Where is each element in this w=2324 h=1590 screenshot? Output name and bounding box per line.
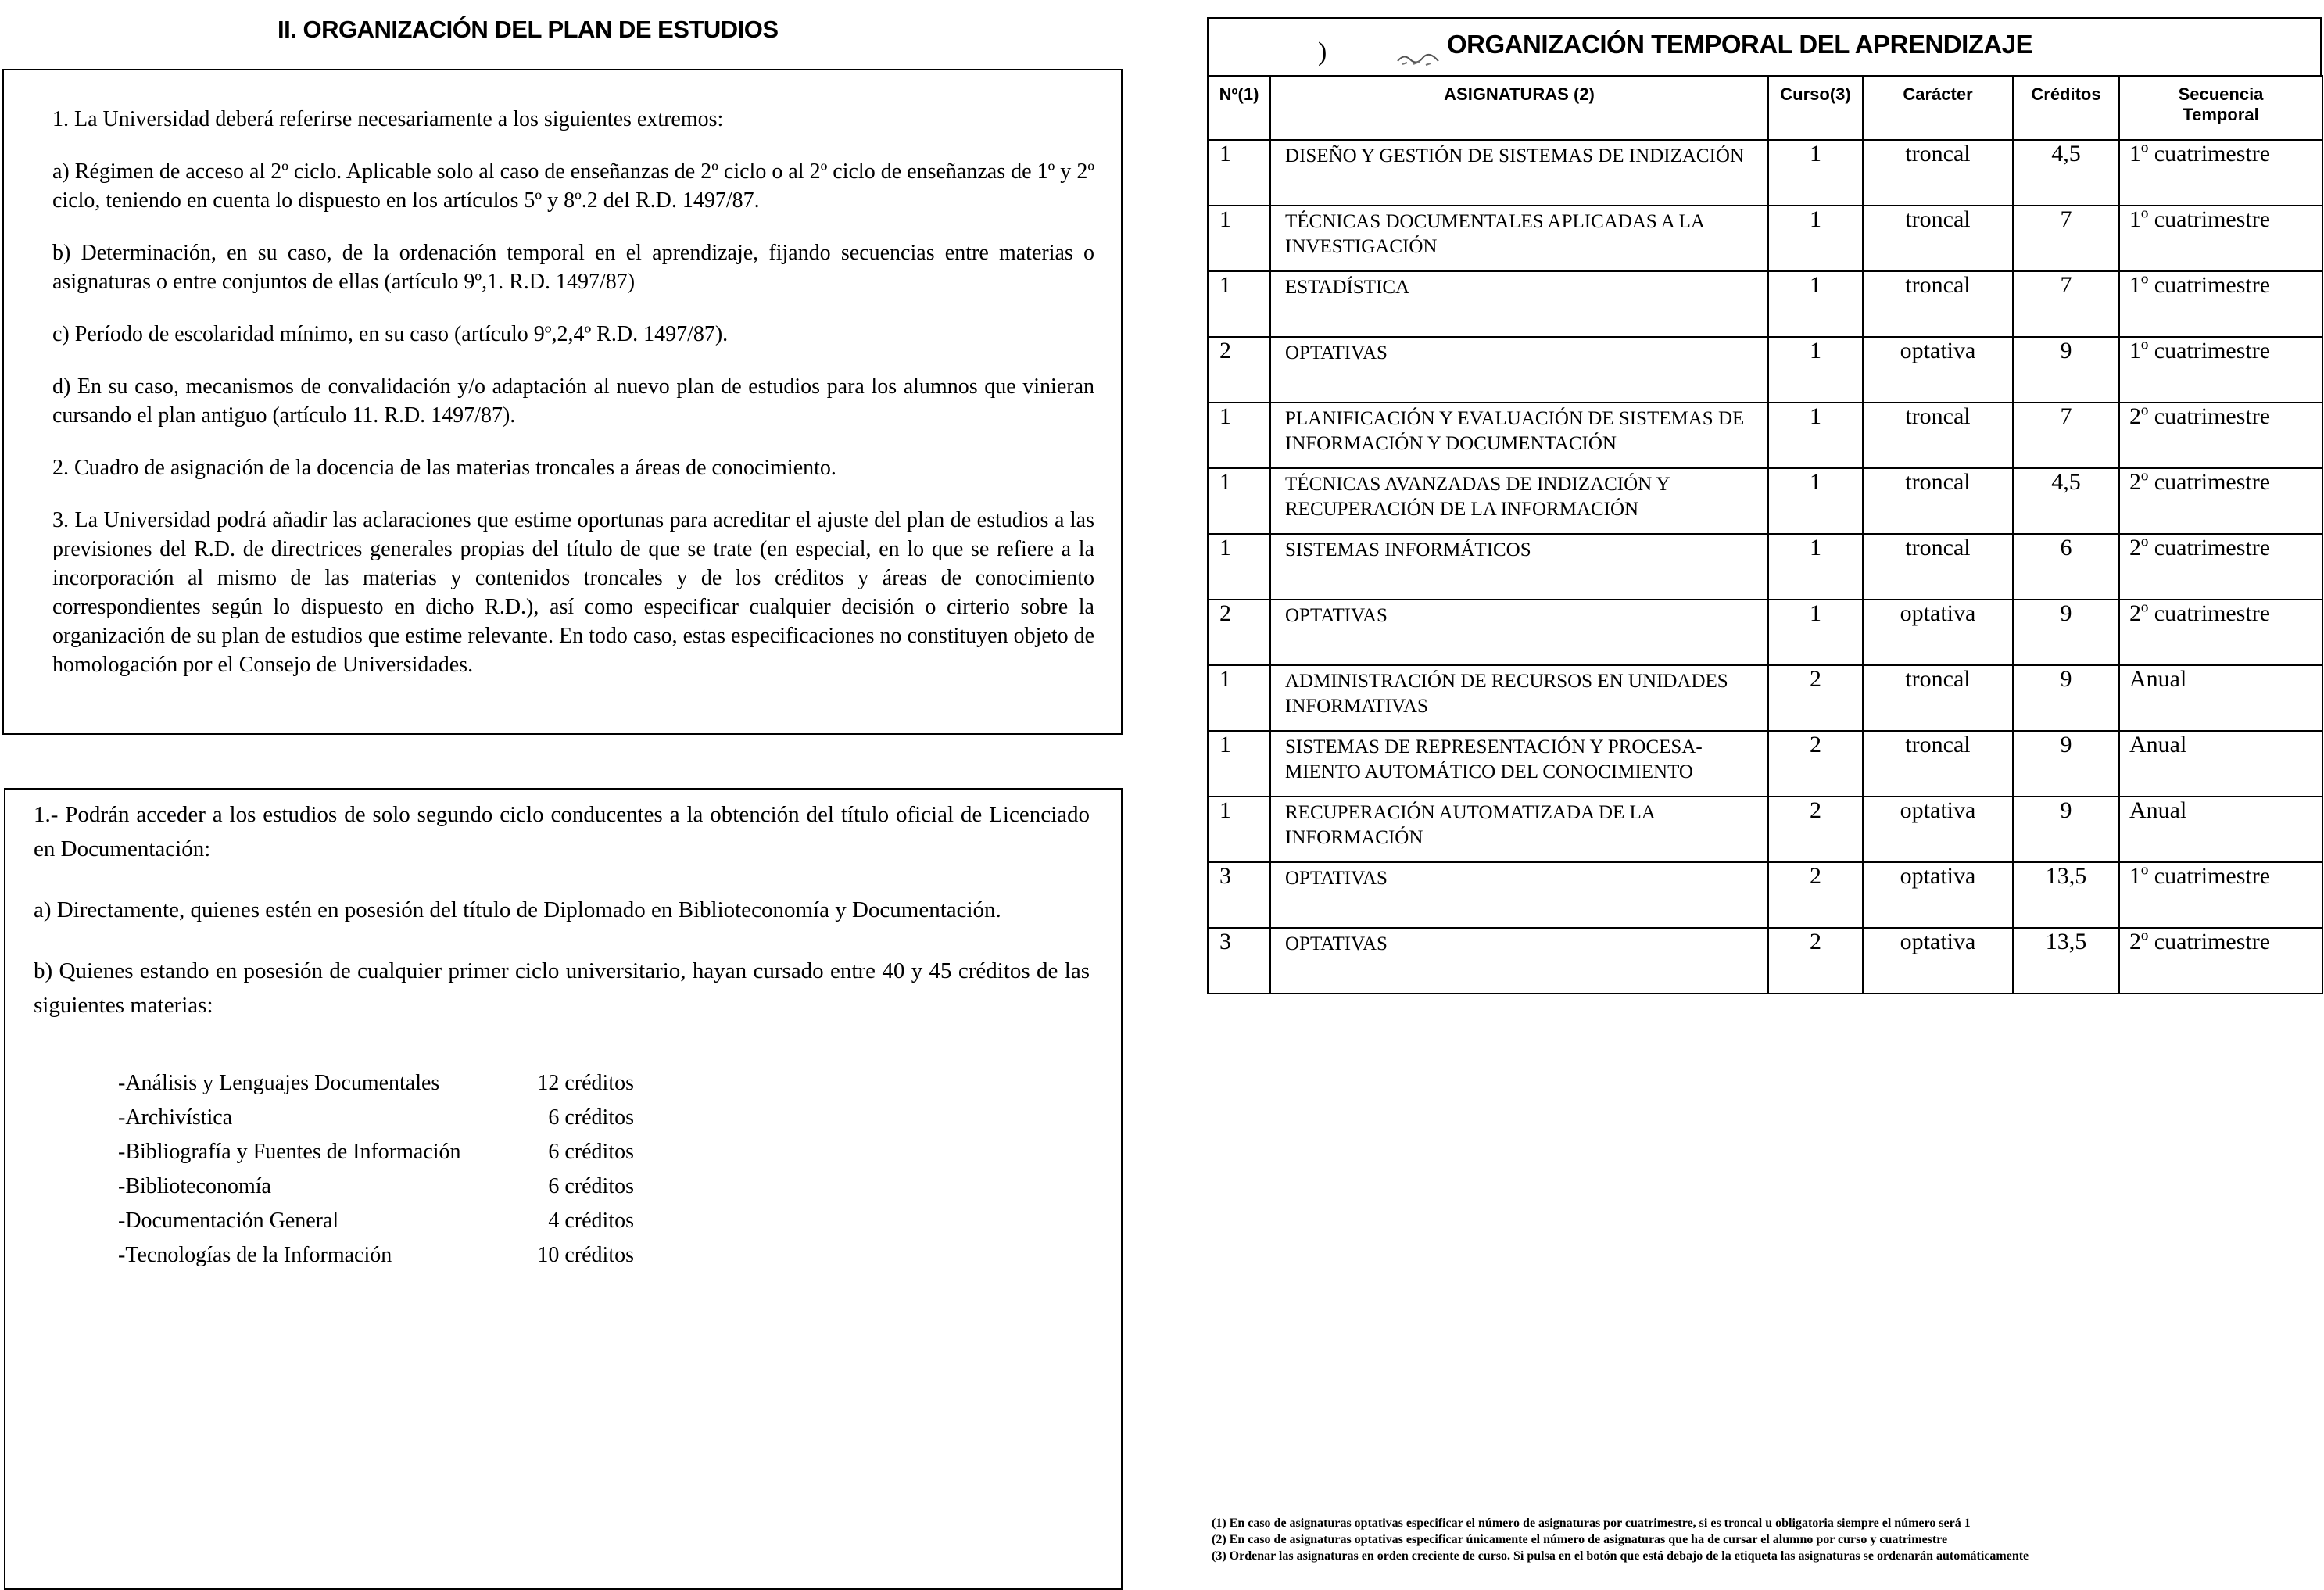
subject-credits: 4 créditos (548, 1209, 634, 1233)
column-header-type: Carácter (1863, 76, 2013, 140)
cell-course: 2 (1768, 797, 1863, 862)
cell-credits: 9 (2013, 337, 2119, 403)
cell-number: 3 (1208, 862, 1270, 928)
list-item (118, 1238, 1090, 1273)
cell-subject: OPTATIVAS (1270, 600, 1768, 665)
requirement-minimum-period: c) Período de escolaridad mínimo, en su caso (artículo 9º,2,4º R.D. 1497/87). (52, 322, 729, 346)
subject-name: -Archivística (118, 1105, 233, 1130)
requirements-intro: 1. La Universidad deberá referirse necesariamente a los siguientes extremos: (52, 107, 724, 131)
requirement-access-regime: a) Régimen de acceso al 2º ciclo. Aplicable solo al caso de enseñanzas de 2º ciclo o al 2º ciclo de enseñanzas de 1º y 2º ciclo, teniendo en cuenta lo dispuesto en los artículos 5º y 8º.2 del R.D. 1497/87. (52, 159, 1094, 213)
subject-credits: 12 créditos (537, 1071, 634, 1095)
footnote-2: (2) En caso de asignaturas optativas especificar únicamente el número de asignaturas que ha de cursar el alumno por curso y cuatrimestre (1212, 1533, 1948, 1546)
required-subjects-list (118, 1066, 1090, 1273)
cell-sequence: Anual (2119, 665, 2322, 731)
cell-subject: OPTATIVAS (1270, 928, 1768, 994)
access-direct: a) Directamente, quienes estén en posesión del título de Diplomado en Biblioteconomía y Documentación. (34, 897, 1001, 922)
subject-credits: 6 créditos (548, 1105, 634, 1130)
cell-sequence: 1º cuatrimestre (2119, 337, 2322, 403)
cell-number: 2 (1208, 600, 1270, 665)
list-item (118, 1204, 1090, 1238)
table-title-bar (1207, 17, 2322, 75)
access-intro: 1.- Podrán acceder a los estudios de solo segundo ciclo conducentes a la obtención del título oficial de Licenciado en Documentación: (34, 802, 1090, 861)
title-mark: ) (1318, 38, 1327, 66)
cell-course: 1 (1768, 600, 1863, 665)
subject-credits: 6 créditos (548, 1174, 634, 1198)
list-item (118, 1066, 1090, 1101)
cell-type: troncal (1863, 140, 2013, 206)
table-title: ORGANIZACIÓN TEMPORAL DEL APRENDIZAJE (1447, 30, 2033, 59)
cell-type: troncal (1863, 271, 2013, 337)
column-header-subjects: ASIGNATURAS (2) (1270, 76, 1768, 140)
cell-number: 1 (1208, 534, 1270, 600)
cell-subject: ESTADÍSTICA (1270, 271, 1768, 337)
cell-course: 1 (1768, 534, 1863, 600)
cell-sequence: 2º cuatrimestre (2119, 403, 2322, 468)
cell-course: 1 (1768, 468, 1863, 534)
cell-sequence: 1º cuatrimestre (2119, 140, 2322, 206)
table-row (1208, 140, 2322, 206)
cell-subject: SISTEMAS INFORMÁTICOS (1270, 534, 1768, 600)
cell-type: troncal (1863, 403, 2013, 468)
cell-number: 1 (1208, 140, 1270, 206)
cell-type: optativa (1863, 337, 2013, 403)
cell-type: troncal (1863, 206, 2013, 271)
column-header-sequence (2119, 76, 2322, 140)
list-item (118, 1101, 1090, 1135)
cell-credits: 7 (2013, 271, 2119, 337)
cell-type: troncal (1863, 534, 2013, 600)
sequence-header-line-2: Temporal (2183, 105, 2259, 124)
footnotes (1212, 1515, 2029, 1564)
cell-course: 2 (1768, 862, 1863, 928)
cell-course: 1 (1768, 403, 1863, 468)
cell-credits: 13,5 (2013, 928, 2119, 994)
cell-number: 2 (1208, 337, 1270, 403)
list-item (118, 1135, 1090, 1169)
cell-credits: 7 (2013, 206, 2119, 271)
cell-subject: RECUPERACIÓN AUTOMATIZADA DE LA INFORMACIÓN (1270, 797, 1768, 862)
requirement-clarifications: 3. La Universidad podrá añadir las aclaraciones que estime oportunas para acreditar el ajuste del plan de estudios a las previsiones del R.D. de directrices generales propias del título de que se trate (en especial, en lo que se refiere a la incorporación al mismo de las materias y contenidos troncales y de los créditos y áreas de conocimiento correspondientes según lo dispuesto en dicho R.D.), así como especificar cualquier decisión o cirterio sobre la organización de su plan de estudios que estime relevante. En todo caso, estas especificaciones no constituyen objeto de homologación por el Consejo de Universidades. (52, 508, 1094, 677)
cell-course: 2 (1768, 665, 1863, 731)
cell-number: 1 (1208, 797, 1270, 862)
cell-type: troncal (1863, 665, 2013, 731)
cell-subject: OPTATIVAS (1270, 862, 1768, 928)
cell-number: 1 (1208, 206, 1270, 271)
cell-course: 1 (1768, 206, 1863, 271)
cell-type: optativa (1863, 862, 2013, 928)
cell-sequence: Anual (2119, 731, 2322, 797)
subject-name: -Análisis y Lenguajes Documentales (118, 1071, 440, 1095)
subject-name: -Documentación General (118, 1209, 339, 1233)
table-row (1208, 206, 2322, 271)
footnote-3: (3) Ordenar las asignaturas en orden creciente de curso. Si pulsa en el botón que está debajo de la etiqueta las asignaturas se ordenarán automáticamente (1212, 1549, 2029, 1563)
table-row (1208, 928, 2322, 994)
temporal-organization-panel (1207, 17, 2322, 1002)
table-row (1208, 665, 2322, 731)
table-body (1208, 140, 2322, 994)
table-row (1208, 534, 2322, 600)
cell-sequence: 2º cuatrimestre (2119, 928, 2322, 994)
cell-subject: OPTATIVAS (1270, 337, 1768, 403)
cell-sequence: 1º cuatrimestre (2119, 862, 2322, 928)
table-row (1208, 271, 2322, 337)
cell-credits: 4,5 (2013, 468, 2119, 534)
requirement-validation: d) En su caso, mecanismos de convalidación y/o adaptación al nuevo plan de estudios para los alumnos que vinieran cursando el plan antiguo (artículo 11. R.D. 1497/87). (52, 374, 1094, 428)
cell-subject: DISEÑO Y GESTIÓN DE SISTEMAS DE INDIZACIÓN (1270, 140, 1768, 206)
cell-sequence: 2º cuatrimestre (2119, 468, 2322, 534)
cell-credits: 9 (2013, 797, 2119, 862)
list-item (118, 1169, 1090, 1204)
table-row (1208, 337, 2322, 403)
cell-course: 1 (1768, 140, 1863, 206)
scan-smudge-icon (1396, 50, 1441, 67)
table-row (1208, 797, 2322, 862)
cell-credits: 9 (2013, 665, 2119, 731)
cell-course: 2 (1768, 928, 1863, 994)
cell-course: 1 (1768, 337, 1863, 403)
requirements-box (2, 69, 1123, 735)
cell-sequence: Anual (2119, 797, 2322, 862)
cell-type: optativa (1863, 797, 2013, 862)
page-title: II. ORGANIZACIÓN DEL PLAN DE ESTUDIOS (278, 16, 779, 43)
cell-credits: 13,5 (2013, 862, 2119, 928)
table-header-row (1208, 76, 2322, 140)
cell-number: 1 (1208, 665, 1270, 731)
cell-subject: TÉCNICAS DOCUMENTALES APLICADAS A LA INVESTIGACIÓN (1270, 206, 1768, 271)
cell-number: 3 (1208, 928, 1270, 994)
cell-number: 1 (1208, 271, 1270, 337)
cell-subject: PLANIFICACIÓN Y EVALUACIÓN DE SISTEMAS DE INFORMACIÓN Y DOCUMENTACIÓN (1270, 403, 1768, 468)
cell-credits: 9 (2013, 600, 2119, 665)
cell-sequence: 2º cuatrimestre (2119, 600, 2322, 665)
cell-type: troncal (1863, 468, 2013, 534)
cell-course: 2 (1768, 731, 1863, 797)
cell-credits: 7 (2013, 403, 2119, 468)
subject-name: -Bibliografía y Fuentes de Información (118, 1140, 461, 1164)
cell-sequence: 1º cuatrimestre (2119, 206, 2322, 271)
cell-credits: 4,5 (2013, 140, 2119, 206)
cell-subject: TÉCNICAS AVANZADAS DE INDIZACIÓN Y RECUPERACIÓN DE LA INFORMACIÓN (1270, 468, 1768, 534)
table-row (1208, 403, 2322, 468)
requirement-teaching-assignment: 2. Cuadro de asignación de la docencia de las materias troncales a áreas de conocimiento. (52, 456, 836, 480)
subjects-table (1207, 75, 2323, 994)
column-header-number: Nº(1) (1208, 76, 1270, 140)
cell-subject: ADMINISTRACIÓN DE RECURSOS EN UNIDADES INFORMATIVAS (1270, 665, 1768, 731)
cell-course: 1 (1768, 271, 1863, 337)
access-conditions-box (4, 788, 1123, 1590)
cell-sequence: 2º cuatrimestre (2119, 534, 2322, 600)
cell-type: troncal (1863, 731, 2013, 797)
requirement-temporal-order: b) Determinación, en su caso, de la ordenación temporal en el aprendizaje, fijando secuencias entre materias o asignaturas o entre conjuntos de ellas (artículo 9º,1. R.D. 1497/87) (52, 241, 1094, 294)
cell-subject: SISTEMAS DE REPRESENTACIÓN Y PROCESA-MIENTO AUTOMÁTICO DEL CONOCIMIENTO (1270, 731, 1768, 797)
table-row (1208, 468, 2322, 534)
cell-number: 1 (1208, 731, 1270, 797)
cell-number: 1 (1208, 468, 1270, 534)
cell-credits: 9 (2013, 731, 2119, 797)
column-header-credits: Créditos (2013, 76, 2119, 140)
subject-credits: 10 créditos (537, 1243, 634, 1267)
cell-type: optativa (1863, 928, 2013, 994)
table-row (1208, 862, 2322, 928)
subject-credits: 6 créditos (548, 1140, 634, 1164)
table-row (1208, 600, 2322, 665)
subject-name: -Tecnologías de la Información (118, 1243, 392, 1267)
access-first-cycle: b) Quienes estando en posesión de cualquier primer ciclo universitario, hayan cursado entre 40 y 45 créditos de las siguientes materias: (34, 958, 1090, 1018)
column-header-course: Curso(3) (1768, 76, 1863, 140)
subject-name: -Biblioteconomía (118, 1174, 271, 1198)
cell-sequence: 1º cuatrimestre (2119, 271, 2322, 337)
cell-credits: 6 (2013, 534, 2119, 600)
footnote-1: (1) En caso de asignaturas optativas especificar el número de asignaturas por cuatrimestre, si es troncal u obligatoria siempre el número será 1 (1212, 1517, 1971, 1530)
cell-number: 1 (1208, 403, 1270, 468)
sequence-header-line-1: Secuencia (2178, 84, 2264, 104)
table-row (1208, 731, 2322, 797)
cell-type: optativa (1863, 600, 2013, 665)
